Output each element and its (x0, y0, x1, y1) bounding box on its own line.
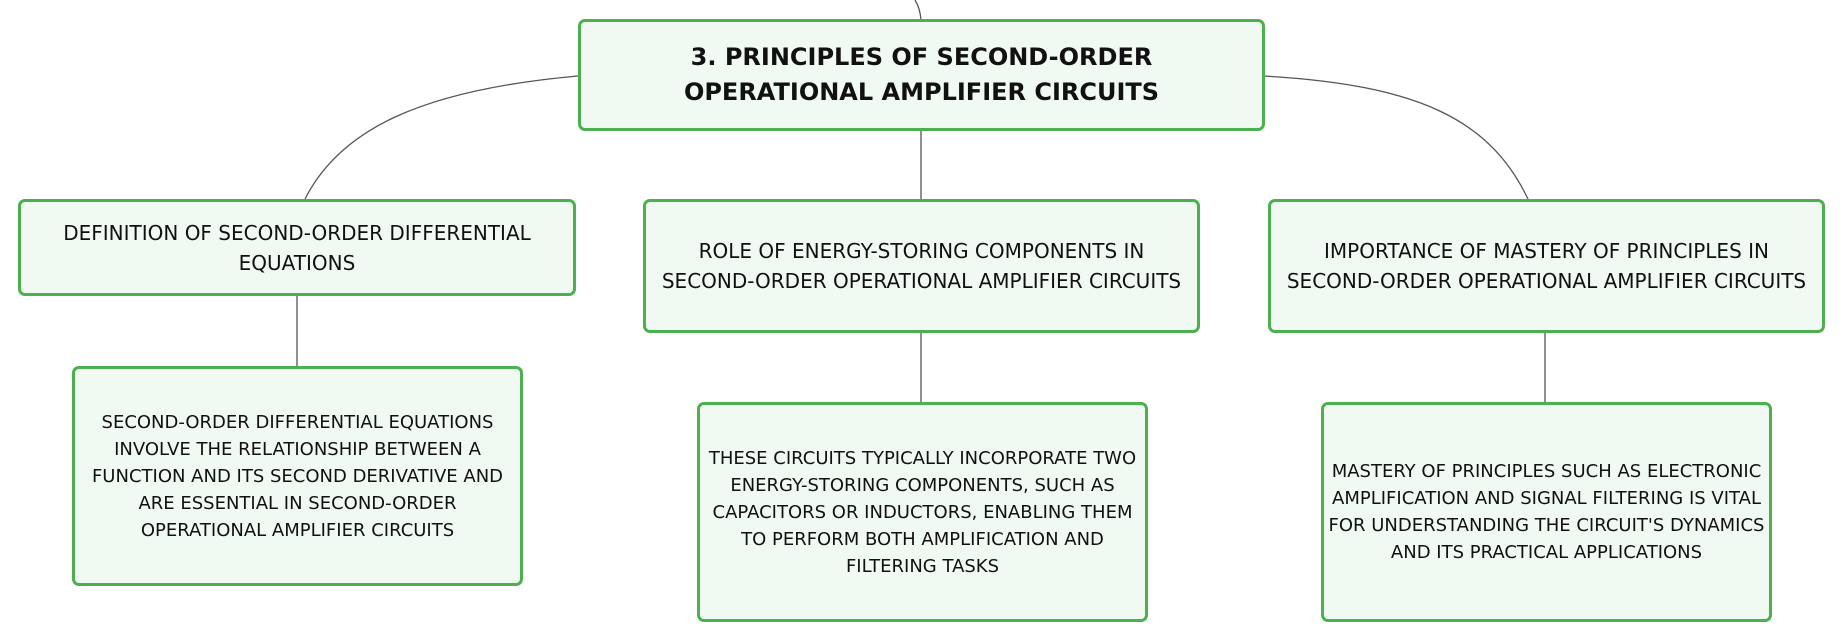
branch-label-definition: DEFINITION OF SECOND-ORDER DIFFERENTIAL EQUATIONS (63, 220, 531, 275)
connector-parent-to-root (915, 0, 921, 20)
branch-label-importance: IMPORTANCE OF MASTERY OF PRINCIPLES IN SECOND-ORDER OPERATIONAL AMPLIFIER CIRCUITS (1286, 239, 1807, 293)
connector-root-to-branch-1 (305, 76, 578, 199)
branch-node-definition[interactable] (18, 199, 576, 296)
detail-node-energy-storing[interactable] (697, 402, 1148, 622)
connector-root-to-branch-3 (1264, 76, 1528, 199)
root-topic-node[interactable] (578, 19, 1265, 131)
detail-text-definition: SECOND-ORDER DIFFERENTIAL EQUATIONS INVOLVE THE RELATIONSHIP BETWEEN A FUNCTION AND ITS SECOND DERIVATIVE AND ARE ESSENTIAL IN SECOND-ORDER OPERATIONAL AMPLIFIER CIRCUITS (91, 411, 504, 541)
detail-node-importance[interactable] (1321, 402, 1772, 622)
root-topic-label: 3. PRINCIPLES OF SECOND-ORDER OPERATIONAL AMPLIFIER CIRCUITS (683, 43, 1160, 106)
branch-node-importance[interactable] (1268, 199, 1825, 333)
branch-label-energy-storing: ROLE OF ENERGY-STORING COMPONENTS IN SECOND-ORDER OPERATIONAL AMPLIFIER CIRCUITS (661, 239, 1182, 293)
detail-text-importance: MASTERY OF PRINCIPLES SUCH AS ELECTRONIC AMPLIFICATION AND SIGNAL FILTERING IS VITAL FOR UNDERSTANDING THE CIRCUIT'S DYNAMICS AND ITS PRACTICAL APPLICATIONS (1328, 461, 1765, 563)
detail-node-definition[interactable] (72, 366, 523, 586)
detail-text-energy-storing: THESE CIRCUITS TYPICALLY INCORPORATE TWO ENERGY-STORING COMPONENTS, SUCH AS CAPACITORS OR INDUCTORS, ENABLING THEM TO PERFORM BOTH AMPLIFICATION AND FILTERING TASKS (708, 447, 1137, 577)
branch-node-energy-storing[interactable] (643, 199, 1200, 333)
